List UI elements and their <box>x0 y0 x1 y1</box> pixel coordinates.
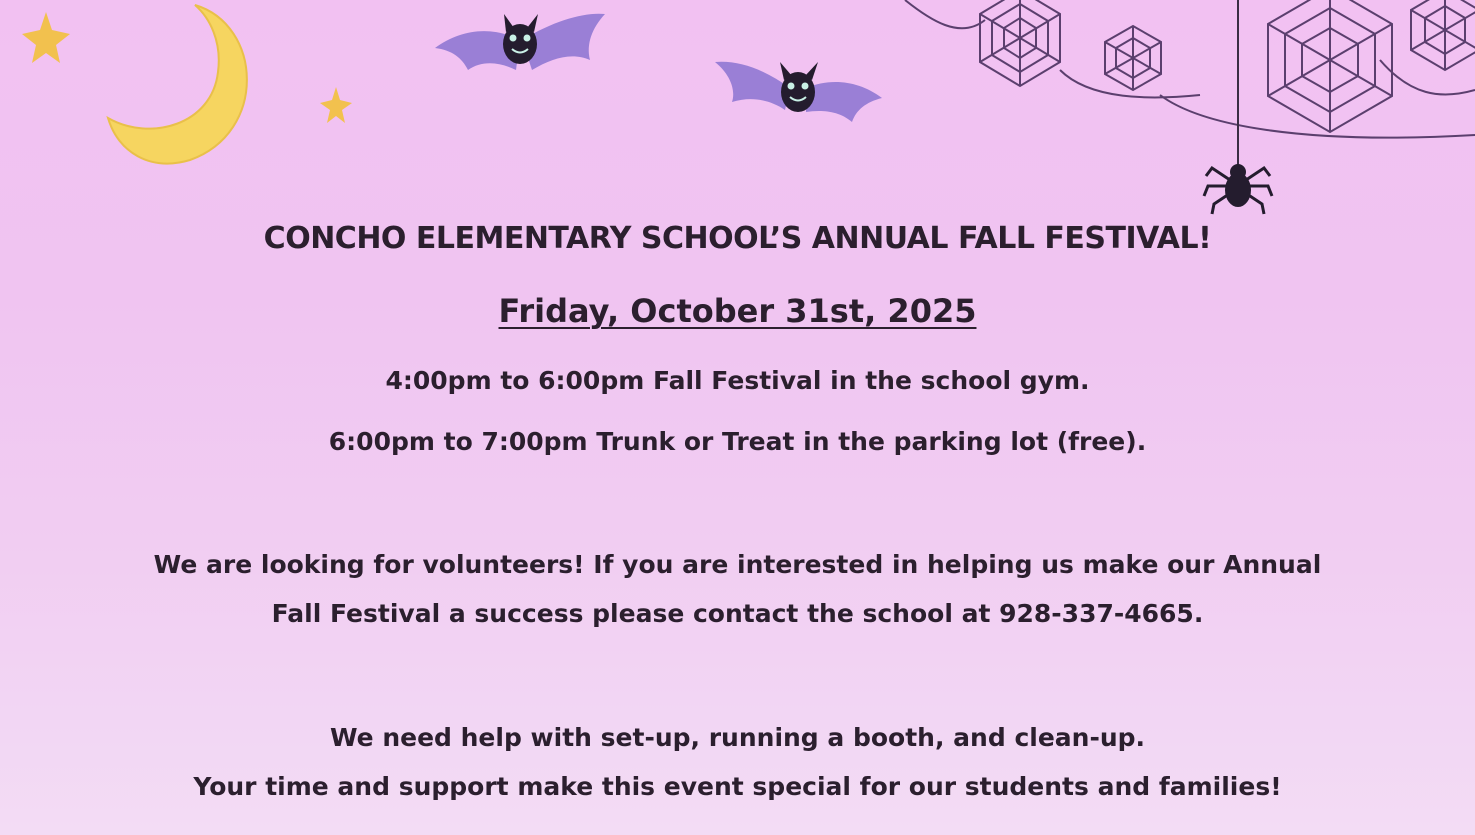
bat-icon <box>435 14 605 70</box>
bat-icon <box>715 62 882 122</box>
event-date: Friday, October 31st, 2025 <box>498 292 977 330</box>
spider-web-icon <box>905 0 1475 138</box>
volunteer-line-2: Fall Festival a success please contact the school at 928-337-4665. <box>271 599 1204 628</box>
help-line-2: Your time and support make this event special for our students and families! <box>193 772 1282 801</box>
volunteer-line-1: We are looking for volunteers! If you are interested in helping us make our Annual <box>153 550 1322 579</box>
star-icon <box>22 12 70 63</box>
flyer-title: CONCHO ELEMENTARY SCHOOL’S ANNUAL FALL FESTIVAL! <box>263 221 1212 256</box>
star-icon <box>320 87 352 123</box>
schedule-line-festival: 4:00pm to 6:00pm Fall Festival in the school gym. <box>385 366 1090 395</box>
help-line-1: We need help with set-up, running a booth, and clean-up. <box>329 723 1146 752</box>
spider-icon <box>1204 0 1272 214</box>
schedule-line-trunk-or-treat: 6:00pm to 7:00pm Trunk or Treat in the parking lot (free). <box>328 427 1147 456</box>
moon-icon <box>108 5 247 164</box>
